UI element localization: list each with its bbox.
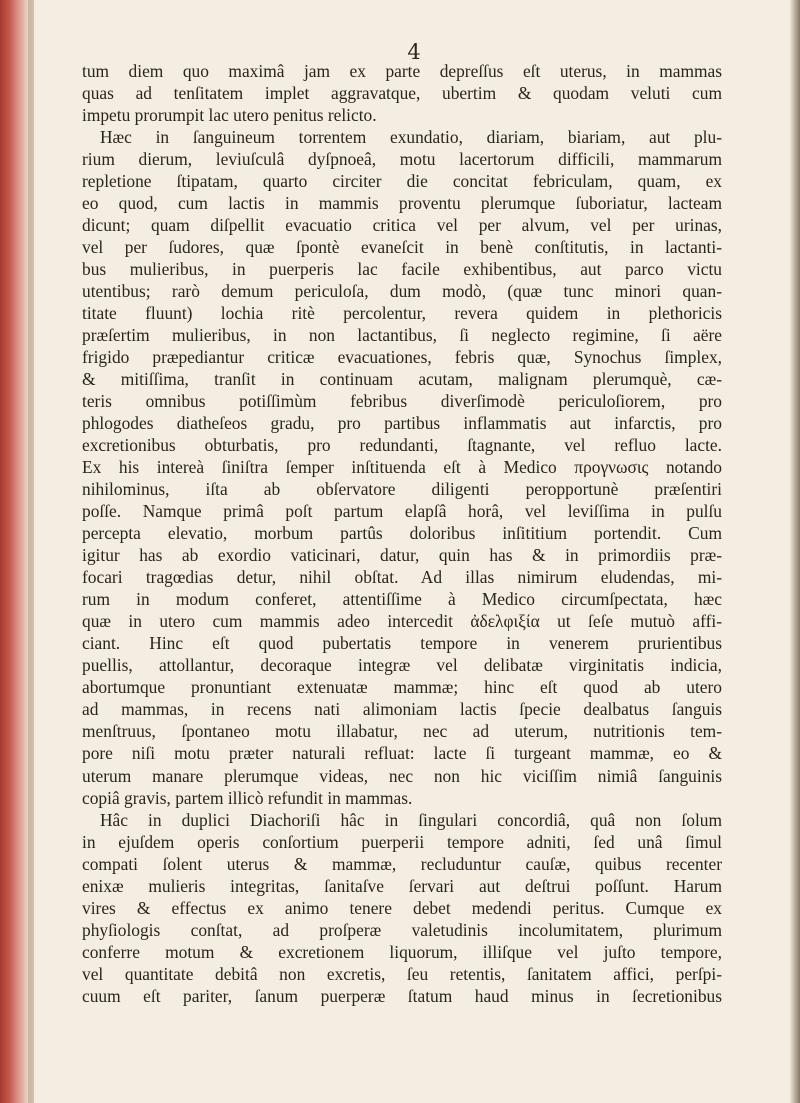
text-line: rium dierum, leviuſculâ dyſpnoeâ, motu lacertorum difficili, mammarum xyxy=(82,149,722,170)
text-line: puellis, attollantur, decoraque integræ vel delibatæ virginitatis indicia, xyxy=(82,655,722,676)
text-line: conferre motum & excretionem liquorum, illiſque vel juſto tempore, xyxy=(82,941,722,962)
text-line: præſertim mulieribus, in non lactantibus, ſi neglecto regimine, ſi aëre xyxy=(82,325,722,346)
text-line: ad mammas, in recens nati alimoniam lactis ſpecie dealbatus ſanguis xyxy=(82,699,722,720)
text-line: frigido præpediantur criticæ evacuationes, febris quæ, Synochus ſimplex, xyxy=(82,347,722,368)
text-line: copiâ gravis, partem illicò refundit in mammas. xyxy=(82,787,413,808)
text-line: phyſiologis conſtat, ad proſperæ valetudinis incolumitatem, plurimum xyxy=(82,919,722,940)
book-spine-edge xyxy=(0,0,28,1103)
text-line: impetu prorumpit lac utero penitus relicto. xyxy=(82,105,377,126)
text-line: rum in modum conferet, attentiſſime à Medico circumſpectata, hæc xyxy=(82,589,722,610)
text-line: phlogodes diatheſeos gradu, pro partibus inflammatis aut infarctis, pro xyxy=(82,413,722,434)
text-line: nihilominus, iſta ab obſervatore diligenti peropportunè præſentiri xyxy=(82,479,722,500)
text-line: repletione ſtipatam, quarto circiter die concitat febriculam, quam, ex xyxy=(82,171,722,192)
text-line: vel per ſudores, quæ ſpontè evaneſcit in benè conſtitutis, in lactanti- xyxy=(82,237,722,258)
text-line: cuum eſt pariter, ſanum puerperæ ſtatum haud minus in ſecretionibus xyxy=(82,985,722,1006)
text-line: teris omnibus potiſſimùm febribus diverſimodè periculoſiorem, pro xyxy=(82,391,722,412)
text-line: vel quantitate debitâ non excretis, ſeu retentis, ſanitatem affici, perſpi- xyxy=(82,963,722,984)
text-line: uterum manare plerumque videas, nec non hic viciſſim nimiâ ſanguinis xyxy=(82,765,722,786)
text-line: Hâc in duplici Diachoriſi hâc in ſingulari concordiâ, quâ non ſolum xyxy=(100,809,722,830)
text-line: ciant. Hinc eſt quod pubertatis tempore in venerem prurientibus xyxy=(82,633,722,654)
text-line: compati ſolent uterus & mammæ, recluduntur cauſæ, quibus recenter xyxy=(82,853,722,874)
text-line: & mitiſſima, tranſit in continuam acutam, malignam plerumquè, cæ- xyxy=(82,369,722,390)
text-line: bus mulieribus, in puerperis lac facile exhibentibus, aut parco victu xyxy=(82,259,722,280)
text-line: quas ad tenſitatem implet aggravatque, ubertim & quodam veluti cum xyxy=(82,83,722,104)
text-line: Hæc in ſanguineum torrentem exundatio, diariam, biariam, aut plu- xyxy=(100,127,722,148)
text-line: poſſe. Namque primâ poſt partum elapſâ horâ, vel leviſſima in pulſu xyxy=(82,501,722,522)
text-line: abortumque pronuntiant extenuatæ mammæ; hinc eſt quod ab utero xyxy=(82,677,722,698)
text-line: dicunt; quam diſpellit evacuatio critica vel per alvum, vel per urinas, xyxy=(82,215,722,236)
text-line: in ejuſdem operis conſortium puerperii tempore adniti, ſed unâ ſimul xyxy=(82,831,722,852)
text-line: utentibus; rarò demum periculoſa, dum modò, (quæ tunc minori quan- xyxy=(82,281,722,302)
text-line: focari tragœdias detur, nihil obſtat. Ad illas nimirum eludendas, mi- xyxy=(82,567,722,588)
text-line: percepta elevatio, morbum partûs doloribus inſititium portendit. Cum xyxy=(82,523,722,544)
text-line: eo quod, cum lactis in mammis proventu plerumque ſuboriatur, lacteam xyxy=(82,193,722,214)
text-line: Ex his intereà ſiniſtra ſemper inſtituenda eſt à Medico προγνωσις notando xyxy=(82,457,722,478)
text-line: menſtruus, ſpontaneo motu illabatur, nec ad uterum, nutritionis tem- xyxy=(82,721,722,742)
text-line: tum diem quo maximâ jam ex parte depreſſus eſt uterus, in mammas xyxy=(82,61,722,81)
page-edge-shadow xyxy=(790,0,800,1103)
book-page xyxy=(34,0,790,1103)
page-text xyxy=(82,60,722,1007)
page-number: 4 xyxy=(407,40,421,64)
text-line: enixæ mulieris integritas, ſanitaſve ſervari aut deſtrui poſſunt. Harum xyxy=(82,875,722,896)
text-line: vires & effectus ex animo tenere debet medendi peritus. Cumque ex xyxy=(82,897,722,918)
text-line: igitur has ab exordio vaticinari, datur, quin has & in primordiis præ- xyxy=(82,545,722,566)
text-line: titate fluunt) lochia ritè percolentur, revera quidem in plethoricis xyxy=(82,303,722,324)
text-line: pore niſi motu præter naturali refluat: lacte ſi turgeant mammæ, eo & xyxy=(82,743,722,764)
text-line: quæ in utero cum mammis adeo intercedit ἀδελφιξία ut ſeſe mutuò affi- xyxy=(82,611,722,632)
text-line: excretionibus obturbatis, pro redundanti, ſtagnante, vel refluo lacte. xyxy=(82,435,722,456)
